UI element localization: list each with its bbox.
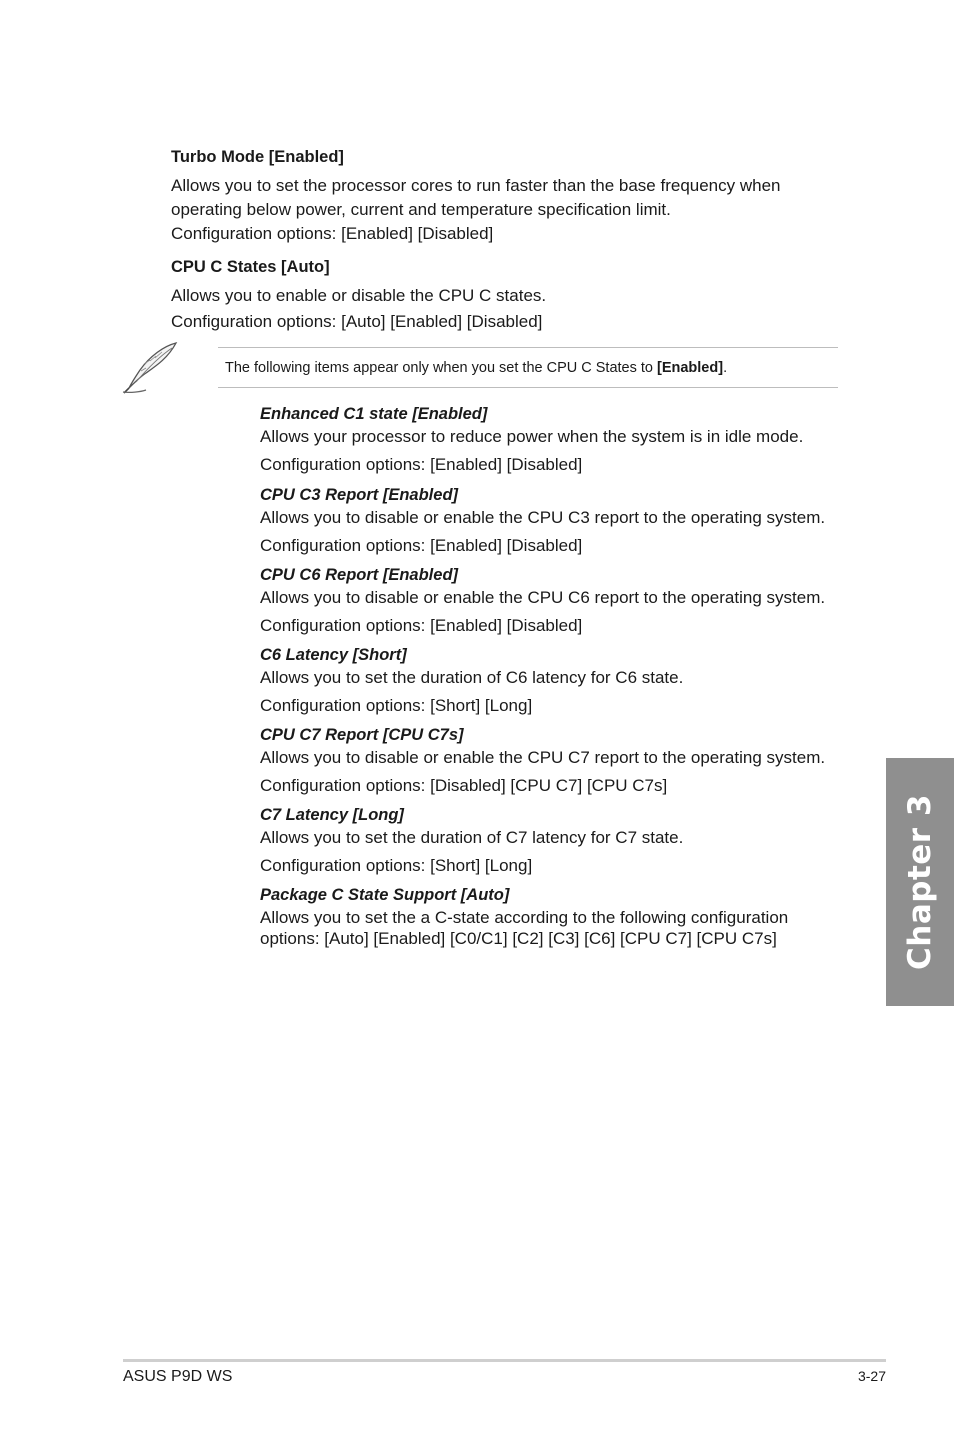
package-c-state-support-description-line-1: Allows you to set the a C-state according to the following configuration	[260, 908, 789, 927]
cpu-c7-report-item	[260, 725, 860, 796]
package-c-state-support-title: Package C State Support [Auto]	[260, 886, 510, 904]
cpu-c6-report-item	[260, 565, 860, 636]
c7-latency-description: Allows you to set the duration of C7 latency for C7 state.	[260, 828, 684, 847]
footer-product-name: ASUS P9D WS	[123, 1368, 233, 1385]
cpu-c3-report-config-options: Configuration options: [Enabled] [Disabled]	[260, 536, 583, 555]
cpu-c3-report-title: CPU C3 Report [Enabled]	[260, 486, 459, 504]
turbo-mode-description-line-1: Allows you to set the processor cores to run faster than the base frequency when	[171, 176, 781, 195]
footer-page-number: 3-27	[857, 1368, 886, 1384]
cpu-c6-report-title: CPU C6 Report [Enabled]	[260, 566, 459, 584]
note-top-divider	[218, 347, 838, 348]
enhanced-c1-state-description: Allows your processor to reduce power when the system is in idle mode.	[260, 427, 804, 446]
footer-divider	[123, 1359, 886, 1362]
enhanced-c1-state-config-options: Configuration options: [Enabled] [Disabled]	[260, 455, 583, 474]
turbo-mode-config-options: Configuration options: [Enabled] [Disabled]	[171, 224, 494, 243]
c6-latency-config-options: Configuration options: [Short] [Long]	[260, 696, 533, 715]
cpu-c3-report-description: Allows you to disable or enable the CPU C3 report to the operating system.	[260, 508, 826, 527]
cpu-c-states-description: Allows you to enable or disable the CPU C states.	[171, 286, 547, 305]
pen-feather-icon	[120, 340, 182, 398]
c7-latency-item	[260, 805, 860, 876]
cpu-c7-report-title: CPU C7 Report [CPU C7s]	[260, 726, 464, 744]
note-text	[225, 359, 727, 377]
note-text-prefix: The following items appear only when you set the CPU C States to	[225, 360, 657, 376]
enhanced-c1-state-item	[260, 404, 860, 475]
cpu-c6-report-description: Allows you to disable or enable the CPU C6 report to the operating system.	[260, 588, 826, 607]
c7-latency-title: C7 Latency [Long]	[260, 806, 404, 824]
cpu-c3-report-item	[260, 485, 860, 556]
cpu-c7-report-config-options: Configuration options: [Disabled] [CPU C7] [CPU C7s]	[260, 776, 668, 795]
turbo-mode-heading: Turbo Mode [Enabled]	[171, 148, 344, 166]
cpu-c6-report-config-options: Configuration options: [Enabled] [Disabled]	[260, 616, 583, 635]
note-text-bold: [Enabled]	[657, 360, 724, 376]
c6-latency-title: C6 Latency [Short]	[260, 646, 407, 664]
c7-latency-config-options: Configuration options: [Short] [Long]	[260, 856, 533, 875]
cpu-c-states-heading: CPU C States [Auto]	[171, 258, 330, 276]
c6-latency-description: Allows you to set the duration of C6 latency for C6 state.	[260, 668, 684, 687]
turbo-mode-description-line-2: operating below power, current and temperature specification limit.	[171, 200, 671, 219]
cpu-c7-report-description: Allows you to disable or enable the CPU C7 report to the operating system.	[260, 748, 826, 767]
cpu-c-states-config-options: Configuration options: [Auto] [Enabled] [Disabled]	[171, 312, 543, 331]
c6-latency-item	[260, 645, 860, 716]
note-text-suffix: .	[723, 360, 728, 376]
chapter-tab-label: Chapter 3	[902, 794, 938, 970]
package-c-state-support-description-line-2: options: [Auto] [Enabled] [C0/C1] [C2] [C3] [C6] [CPU C7] [CPU C7s]	[260, 929, 777, 948]
package-c-state-support-item	[260, 885, 860, 949]
chapter-side-tab	[886, 758, 954, 1006]
enhanced-c1-state-title: Enhanced C1 state [Enabled]	[260, 405, 488, 423]
note-bottom-divider	[218, 387, 838, 388]
